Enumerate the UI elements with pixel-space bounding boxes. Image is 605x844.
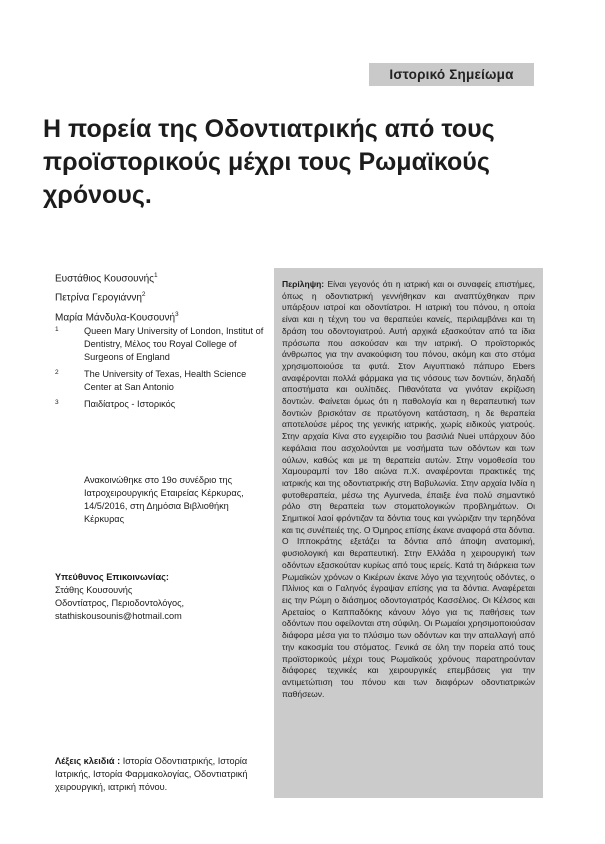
affiliation-number: 2 xyxy=(55,369,59,376)
author-affiliation-mark: 3 xyxy=(175,310,179,318)
affiliation-text: The University of Texas, Health Science Center at San Antonio xyxy=(84,369,247,392)
article-title: Η πορεία της Οδοντιατρικής από τους προϊστορικούς μέχρι τους Ρωμαϊκούς χρόνους. xyxy=(43,115,495,209)
abstract-box xyxy=(274,268,543,798)
contact-role: Οδοντίατρος, Περιοδοντολόγος, xyxy=(55,598,185,608)
abstract-text: Είναι γεγονός ότι η ιατρική και οι συναφείς επιστήμες, όπως η οδοντιατρική γεννήθηκαν και αναπτύχθηκαν πριν υπάρξουν ιατροί και οδοντίατροι. Η ιατρική του πόνου, η οποία είναι και η τέχνη του να θεραπεύει κανείς, περιλαμβάνει και τη δράση του οδοντογιατρού. Αυτή αρχικά εξασκούταν από τα ίδια πρόσωπα που ασκούσαν και την ιατρική. Ο προϊστορικός άνθρωπος για την ανακούφιση του πόνου, ακόμη και στο στόμα χρησιμοποιούσε τα φυτά. Στον Αιγυπτιακό πάπυρο Ebers αναφέρονται πολλά φάρμακα για τις νόσους των δοντιών, δηλαδή αποστήματα και ουλίτιδες. Πιθανότατα να γινόταν εκρίζωση δοντιών. Φαίνεται όμως ότι η παθολογία και η θεραπευτική των δοντιών βρισκόταν σε πρωτόγονη κατάσταση, η δε θεραπεία αποτελούσε μέρος της γενικής ιατρικής, χωρίς ειδικούς γιατρούς. Στην αρχαία Κίνα στο εγχειρίδιο του βασιλιά Nuei υπάρχουν δύο κεφάλαια που ασχολούνται με νοσήματα των οδόντων και των ούλων, καθώς και με τη θεραπεία αυτών. Στην νομοθεσία του Χαμουραμπί τον 18ο αιώνα π.Χ. αναφέρονται πρακτικές της ιατρικής και της οδοντιατρικής στη Βαβυλωνία. Στην αρχαία Ινδία η φυτοθεραπεία, μέσω της Ayurveda, έπαιξε ένα πολύ σημαντικό ρόλο στη θεραπεία των στοματολογικών προβλημάτων. Οι Σημιτικοί λαοί φρόντιζαν τα δόντια τους και γνώριζαν την τερηδόνα και τις συνέπειές της. Ο Όμηρος επίσης έκανε αναφορά στα δόντια. Ο Ιπποκράτης εξετάζει τα δόντια από άποψη ανατομική, φυσιολογική και θεραπευτική. Στην Ελλάδα η χειρουργική των οδόντων εξασκούταν κυρίως από τους ιερείς. Κατά τη διάρκεια των Ρωμαϊκών χρόνων ο Κικέρων έκανε λόγο για τεχνητούς οδόντες, ο Πλίνιος και ο Γαληνός έγραψαν επίσης για τα δόντια. Αναφέρεται εις την Ρώμη ο διάσημος οδοντογιατρός Κασσέλιος. Οι Κέλσος και Αρεταίος ο Καππαδόκης κάνουν λόγο για τις παθήσεις των οδόντων που οφείλονται στη σύφιλη. Οι Ρωμαίοι χρησιμοποιούσαν διάφορα μέσα για το πλύσιμο των οδόντων και την απαλλαγή από την κακοσμία του στόματος. Γενικά σε όλη την πορεία από τους προϊστορικούς μέχρι τους Ρωμαϊκούς χρόνους παρατηρούνταν διάφορες τεχνικές και χειρουργικές επεμβάσεις για την αντιμετώπιση του πόνου και των διαφόρων οδοντιατρικών παθήσεων. xyxy=(282,279,535,699)
section-tag: Ιστορικό Σημείωμα xyxy=(369,63,534,86)
author-affiliation-mark: 1 xyxy=(154,272,158,279)
author-name xyxy=(55,307,265,326)
author-name-text: Ευστάθιος Κουσουνής xyxy=(55,273,155,285)
contact-block xyxy=(55,571,265,623)
contact-label: Υπεύθυνος Επικοινωνίας: xyxy=(55,572,169,582)
affiliation-item xyxy=(55,325,267,364)
affiliation-text: Παιδίατρος - Ιστορικός xyxy=(84,399,176,409)
contact-email[interactable]: stathiskousounis@hotmail.com xyxy=(55,611,182,621)
affiliation-item xyxy=(55,368,267,394)
author-name xyxy=(55,268,265,287)
author-name xyxy=(55,287,265,306)
affiliation-number: 3 xyxy=(55,399,59,406)
author-name-text: Πετρίνα Γερογιάννη xyxy=(55,292,142,304)
author-affiliation-mark: 2 xyxy=(141,291,146,299)
contact-name: Στάθης Κουσουνής xyxy=(55,585,133,595)
affiliation-list xyxy=(55,325,267,415)
author-list xyxy=(55,268,265,326)
keywords-block xyxy=(55,755,270,794)
abstract-label: Περίληψη: xyxy=(282,279,325,289)
conference-announcement: Ανακοινώθηκε στο 19ο συνέδριο της Ιατροχειρουργικής Εταιρείας Κέρκυρας, 14/5/2016, στη Δημόσια Βιβλιοθήκη Κέρκυρας xyxy=(84,475,244,524)
affiliation-text: Queen Mary University of London, Institut of Dentistry, Μέλος του Royal College of Surgeons of England xyxy=(84,326,264,362)
affiliation-number: 1 xyxy=(55,326,59,333)
keywords-text: Ιστορία Οδοντιατρικής, Ιστορία Ιατρικής, Ιστορία Φαρμακολογίας, Οδοντιατρική χειρουργική, ιατρική πόνου. xyxy=(55,756,248,792)
affiliation-item xyxy=(55,398,267,411)
abstract-paragraph xyxy=(282,279,535,700)
keywords-label: Λέξεις κλειδιά : xyxy=(55,756,121,766)
author-name-text: Μαρία Μάνδυλα-Κουσουνή xyxy=(55,311,176,323)
